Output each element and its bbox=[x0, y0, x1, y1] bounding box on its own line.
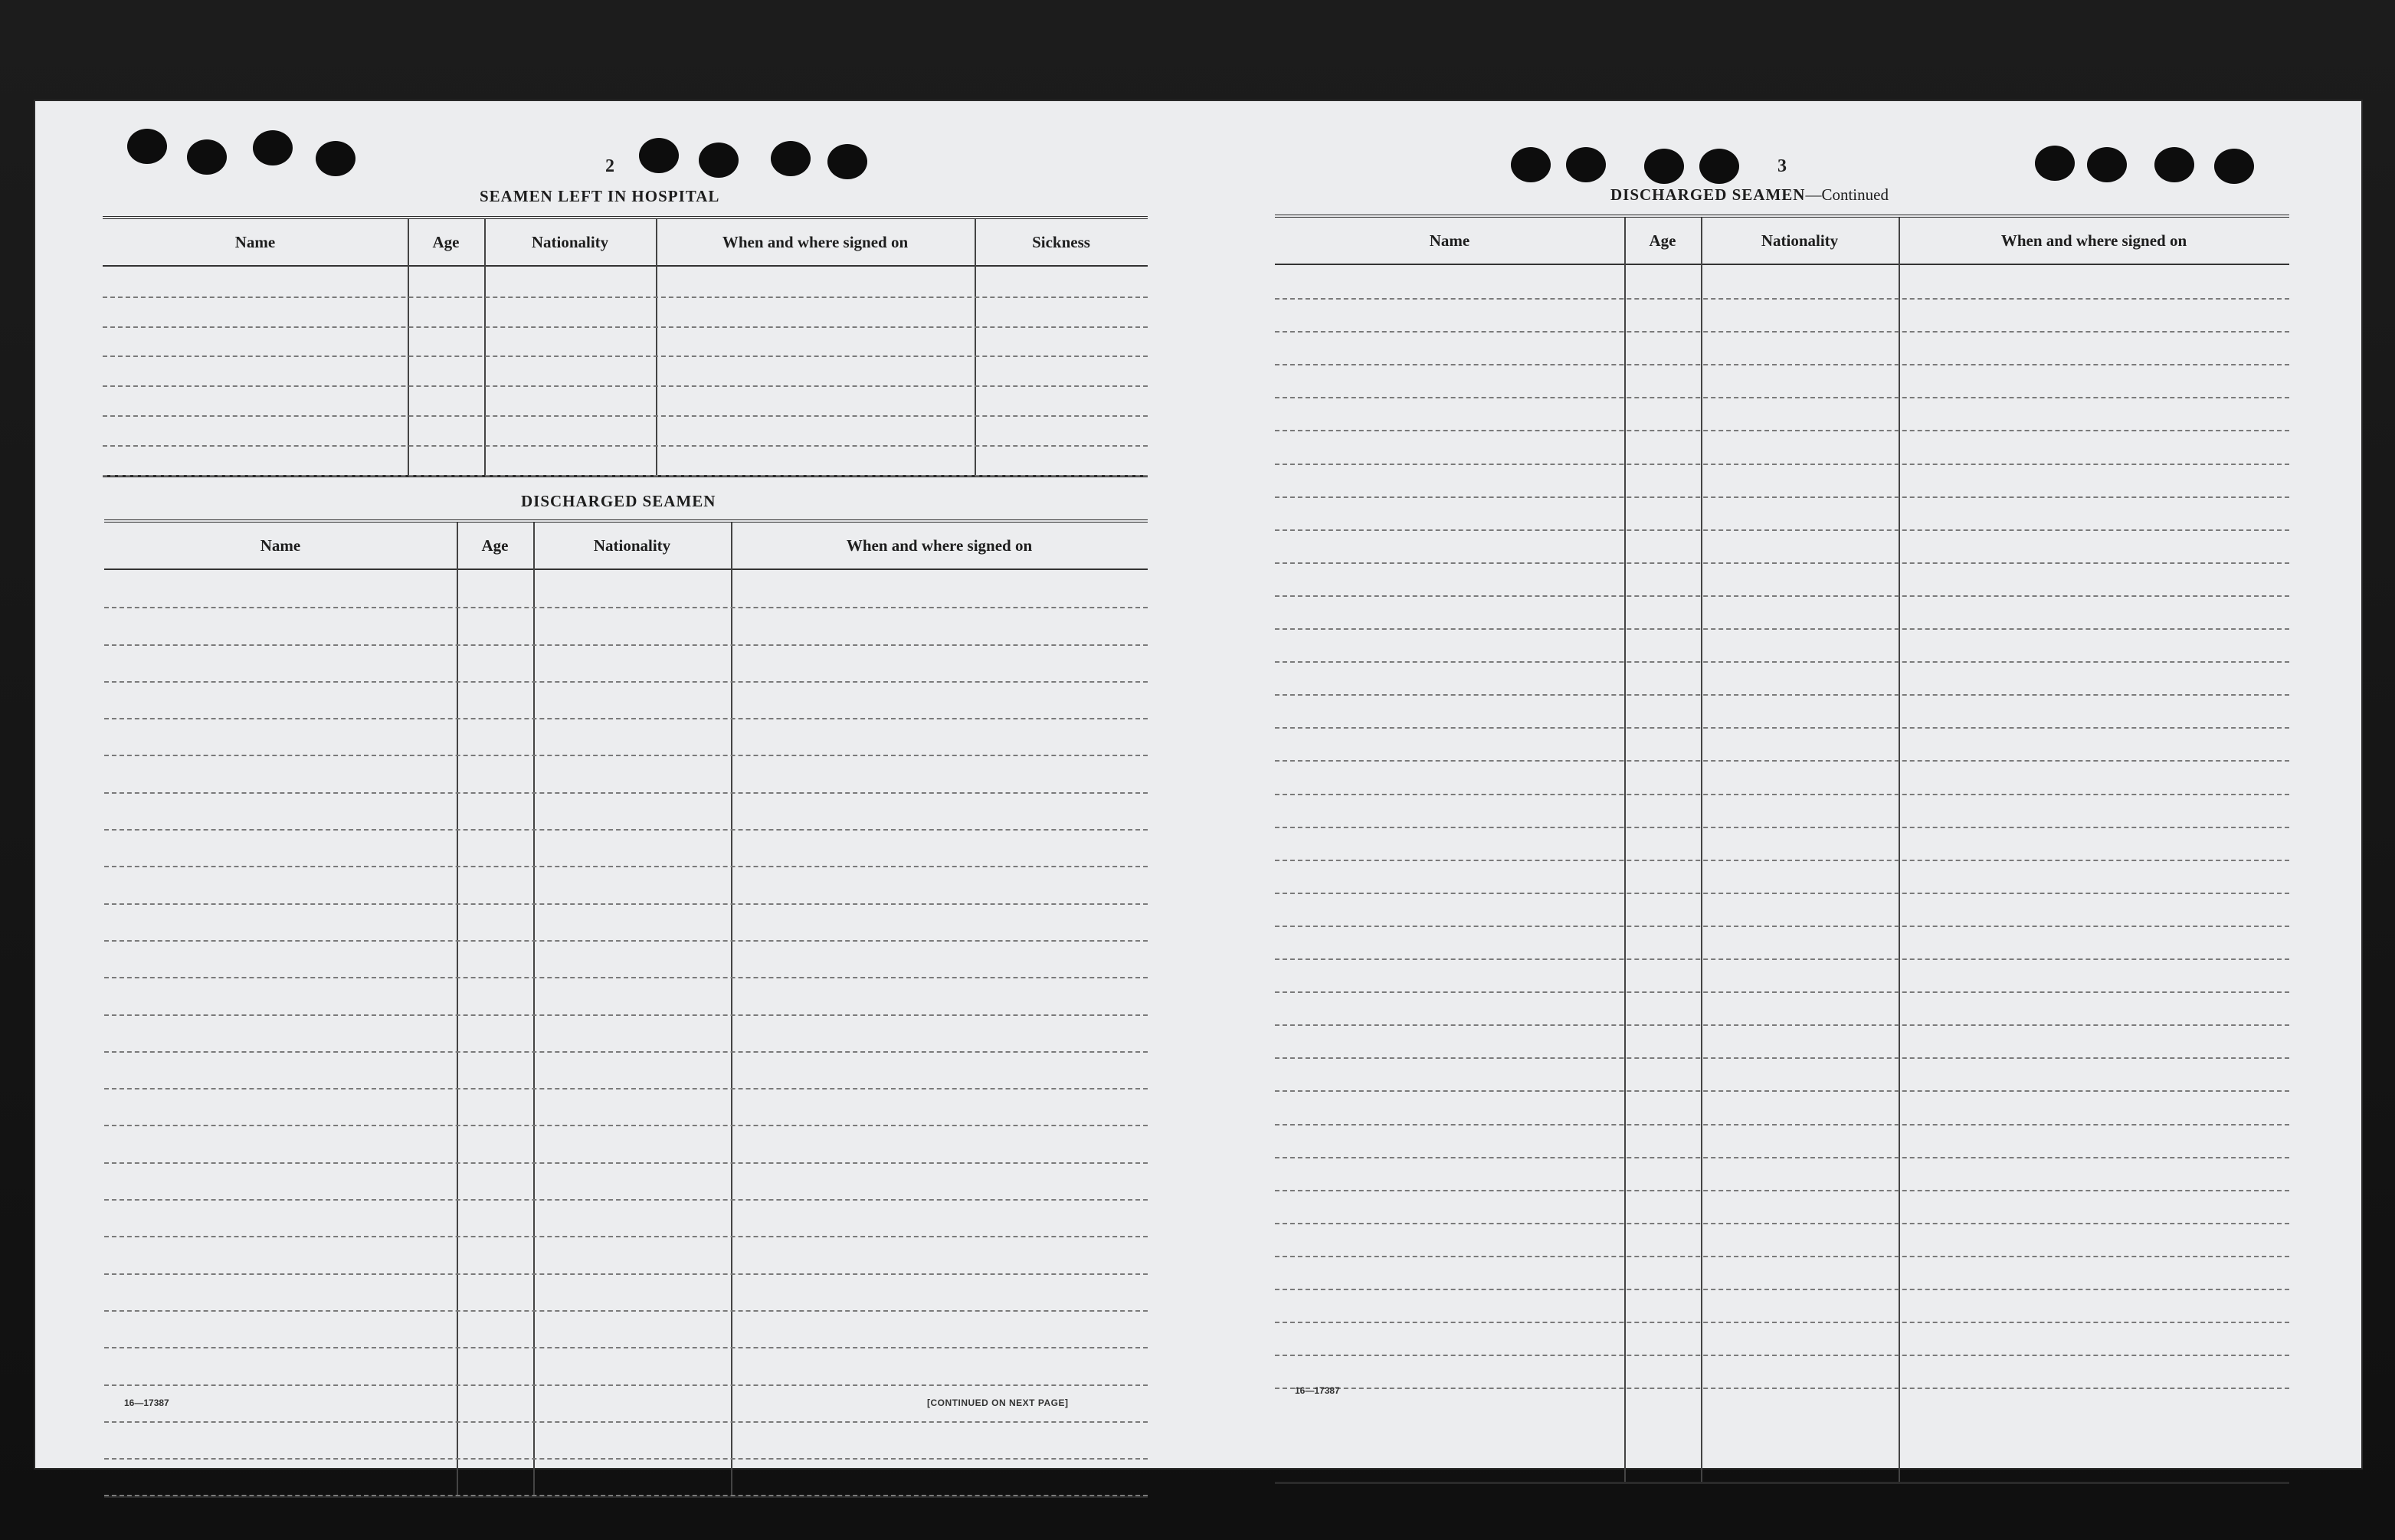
blank-form-row bbox=[1275, 1024, 2289, 1059]
discharged-table-header-right bbox=[1275, 218, 2289, 265]
blank-form-row bbox=[1275, 926, 2289, 960]
discharged-rows-left bbox=[104, 570, 1148, 1496]
blank-form-row bbox=[1275, 298, 2289, 333]
col-header-age: Age bbox=[1649, 231, 1676, 250]
blank-form-row bbox=[1275, 464, 2289, 498]
blank-form-row bbox=[104, 940, 1148, 978]
blank-form-row bbox=[104, 1014, 1148, 1053]
blank-form-row bbox=[1275, 1124, 2289, 1158]
blank-form-row bbox=[1275, 794, 2289, 828]
blank-form-row bbox=[104, 1051, 1148, 1089]
col-header-sickness: Sickness bbox=[1032, 232, 1090, 251]
blank-form-row bbox=[1275, 761, 2289, 795]
form-code-right: 16—17387 bbox=[1295, 1385, 1340, 1396]
discharged-title: DISCHARGED SEAMEN bbox=[1610, 185, 1806, 204]
blank-form-row bbox=[1275, 661, 2289, 696]
discharged-section-title-left: DISCHARGED SEAMEN bbox=[521, 492, 716, 510]
hospital-rows bbox=[103, 267, 1148, 475]
punch-hole bbox=[253, 130, 293, 165]
blank-form-row bbox=[104, 1162, 1148, 1201]
discharged-rows-right bbox=[1275, 265, 2289, 1482]
blank-form-row bbox=[104, 607, 1148, 645]
blank-form-row bbox=[104, 903, 1148, 942]
continued-note: [CONTINUED ON NEXT PAGE] bbox=[927, 1397, 1069, 1408]
blank-form-row bbox=[1275, 496, 2289, 531]
punch-hole bbox=[1511, 147, 1551, 182]
punch-hole bbox=[771, 141, 811, 176]
blank-form-row bbox=[104, 1126, 1148, 1164]
blank-form-row bbox=[104, 570, 1148, 608]
col-header-name: Name bbox=[234, 232, 276, 251]
col-header-nationality: Nationality bbox=[593, 536, 671, 555]
blank-form-row bbox=[103, 385, 1148, 417]
punch-hole bbox=[127, 129, 167, 164]
col-header-age: Age bbox=[432, 232, 460, 251]
col-header-nationality: Nationality bbox=[1761, 231, 1839, 250]
col-header-signed-on: When and where signed on bbox=[2000, 231, 2187, 250]
punch-hole bbox=[1644, 149, 1684, 184]
blank-form-row bbox=[1275, 1190, 2289, 1224]
blank-form-row bbox=[103, 267, 1148, 298]
blank-form-row bbox=[1275, 1157, 2289, 1191]
blank-form-row bbox=[1275, 1289, 2289, 1323]
blank-form-row bbox=[1275, 893, 2289, 927]
blank-form-row bbox=[1275, 958, 2289, 993]
punch-hole bbox=[1699, 149, 1739, 184]
blank-form-row bbox=[103, 297, 1148, 328]
blank-form-row bbox=[1275, 331, 2289, 365]
blank-form-row bbox=[104, 1236, 1148, 1274]
col-header-nationality: Nationality bbox=[531, 232, 609, 251]
blank-form-row bbox=[1275, 727, 2289, 762]
blank-form-row bbox=[1275, 1256, 2289, 1290]
page-number-right: 3 bbox=[1777, 156, 1787, 176]
blank-form-row bbox=[1275, 265, 2289, 300]
punch-hole bbox=[827, 144, 867, 179]
blank-form-row bbox=[1275, 529, 2289, 564]
blank-form-row bbox=[104, 1347, 1148, 1385]
blank-form-row bbox=[104, 829, 1148, 867]
blank-form-row bbox=[104, 1421, 1148, 1460]
punch-hole bbox=[1566, 147, 1606, 182]
blank-form-row bbox=[104, 792, 1148, 831]
blank-form-row bbox=[1275, 595, 2289, 630]
punch-hole bbox=[2035, 146, 2075, 181]
discharged-table-left bbox=[104, 519, 1148, 1498]
blank-form-row bbox=[1275, 397, 2289, 431]
blank-form-row bbox=[1275, 827, 2289, 861]
form-sheet bbox=[34, 100, 2363, 1470]
discharged-table-right bbox=[1275, 215, 2289, 1484]
punch-hole bbox=[316, 141, 355, 176]
col-header-signed-on: When and where signed on bbox=[722, 232, 909, 251]
col-header-name: Name bbox=[1429, 231, 1470, 250]
blank-form-row bbox=[104, 1458, 1148, 1496]
blank-form-row bbox=[1275, 991, 2289, 1026]
blank-form-row bbox=[104, 1088, 1148, 1126]
blank-form-row bbox=[1275, 562, 2289, 597]
col-header-age: Age bbox=[481, 536, 509, 555]
punch-hole bbox=[2214, 149, 2254, 184]
blank-form-row bbox=[1275, 1223, 2289, 1257]
blank-form-row bbox=[1275, 364, 2289, 398]
blank-form-row bbox=[1275, 1322, 2289, 1356]
discharged-section-title-right bbox=[1610, 185, 1889, 205]
blank-form-row bbox=[104, 718, 1148, 756]
blank-form-row bbox=[104, 681, 1148, 719]
blank-form-row bbox=[104, 866, 1148, 904]
blank-form-row bbox=[103, 445, 1148, 477]
punch-hole bbox=[639, 138, 679, 173]
hospital-table bbox=[103, 216, 1148, 477]
col-header-signed-on: When and where signed on bbox=[846, 536, 1033, 555]
hospital-table-header bbox=[103, 219, 1148, 267]
col-header-name: Name bbox=[260, 536, 301, 555]
blank-form-row bbox=[104, 977, 1148, 1015]
form-code-left: 16—17387 bbox=[124, 1397, 169, 1408]
blank-form-row bbox=[103, 356, 1148, 387]
blank-form-row bbox=[103, 326, 1148, 358]
punch-hole bbox=[187, 139, 227, 175]
blank-form-row bbox=[1275, 431, 2289, 465]
blank-form-row bbox=[1275, 628, 2289, 663]
blank-form-row bbox=[1275, 694, 2289, 729]
blank-form-row bbox=[104, 1199, 1148, 1237]
blank-form-row bbox=[1275, 1091, 2289, 1126]
blank-form-row bbox=[104, 1273, 1148, 1312]
punch-hole bbox=[2087, 147, 2127, 182]
blank-form-row bbox=[1275, 1057, 2289, 1092]
blank-form-row bbox=[104, 644, 1148, 683]
discharged-table-header-left bbox=[104, 523, 1148, 570]
punch-hole bbox=[699, 143, 739, 178]
blank-form-row bbox=[104, 755, 1148, 794]
page-number-left: 2 bbox=[605, 156, 614, 176]
blank-form-row bbox=[103, 415, 1148, 447]
punch-hole bbox=[2154, 147, 2194, 182]
blank-form-row bbox=[104, 1310, 1148, 1348]
hospital-section-title: SEAMEN LEFT IN HOSPITAL bbox=[480, 187, 720, 205]
continued-suffix: —Continued bbox=[1805, 185, 1889, 204]
blank-form-row bbox=[1275, 1355, 2289, 1389]
blank-form-row bbox=[1275, 860, 2289, 894]
